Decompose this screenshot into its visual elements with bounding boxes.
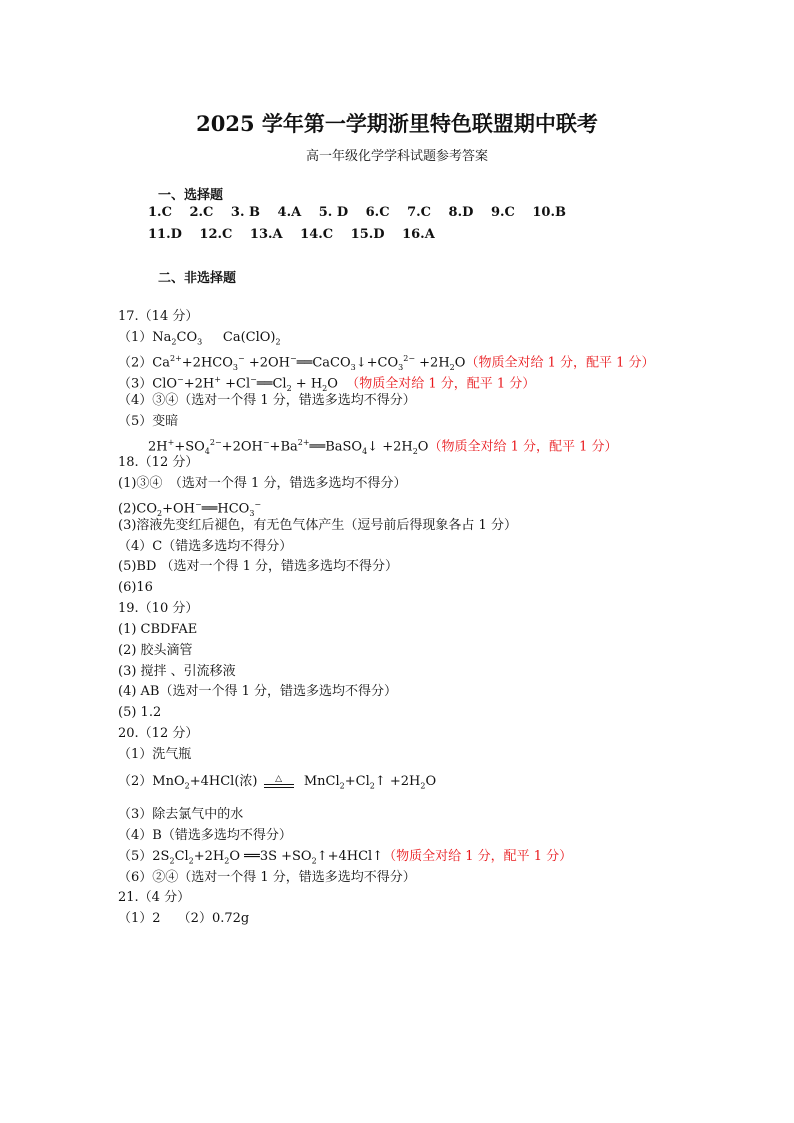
q17-answer-3: $(3)ClO^-+2H^+ +Cl^-══Cl_2 + H_2O$ （物质全对给 1 分，配平 1 分） [118, 375, 536, 393]
scoring-note: （物质全对给 1 分，配平 1 分） [428, 439, 618, 455]
q18-answer-2: $(2)CO_2+OH^-══HCO_3^-$ [118, 500, 262, 518]
q19-answer-2: (2) 胶头滴管 [118, 643, 193, 658]
mc-answer: 4.A [277, 205, 302, 220]
mc-answer: 1.C [148, 205, 172, 220]
q18-heading: 18.（12 分） [118, 455, 199, 470]
mc-answer: 7.C [407, 205, 432, 220]
mc-answer: 10.B [532, 205, 566, 220]
q17-heading: 17.（14 分） [118, 309, 199, 324]
q20-answer-6: （6）②④（选对一个得 1 分，错选多选均不得分） [118, 870, 416, 885]
q19-answer-5: (5) 1.2 [118, 705, 162, 720]
mc-answers-row-1 [148, 205, 579, 220]
q18-answer-5: (5)BD （选对一个得 1 分，错选多选均不得分） [118, 559, 399, 574]
mc-answer: 14.C [300, 227, 334, 242]
mc-answer: 9.C [490, 205, 515, 220]
page-subtitle: 高一年级化学学科试题参考答案 [305, 149, 488, 164]
q17-answer-2: $(2)Ca^{2+}+2HCO_3^-$ $+2OH^-══CaCO_3↓+CO_3^{2-} +2H_2O$（物质全对给 1 分，配平 1 分） [118, 354, 655, 372]
scoring-note: （物质全对给 1 分，配平 1 分） [383, 849, 573, 864]
mc-answer: 12.C [199, 227, 233, 242]
q20-answer-3: （3）除去氯气中的水 [118, 807, 244, 822]
q21-heading: 21.（4 分） [118, 890, 191, 905]
q17-answer-5-equation: $2H^++SO_4^{2-}+2OH^-+Ba^{2+}══BaSO_4↓ +2H_2O$（物质全对给 1 分，配平 1 分） [148, 438, 618, 456]
q17-answer-5: （5）变暗 [118, 414, 179, 429]
q20-answer-4: （4）B（错选多选均不得分） [118, 828, 292, 843]
q18-answer-4: （4）C（错选多选均不得分） [118, 539, 293, 554]
q17-answer-1: $(1)Na_2CO_3$ $Ca(ClO)_2$ [118, 330, 281, 347]
mc-answer: 13.A [249, 227, 283, 242]
q18-answer-6: (6)16 [118, 580, 153, 595]
mc-answer: 16.A [402, 227, 435, 242]
page-title: 2025 学年第一学期浙里特色联盟期中联考 [196, 111, 598, 136]
mc-answer: 3. B [230, 205, 260, 220]
q18-answer-1: (1)③④ （选对一个得 1 分，错选多选均不得分） [118, 476, 407, 491]
q19-heading: 19.（10 分） [118, 601, 199, 616]
q20-answer-5: $(5)2S_2Cl_2+2H_2O$ ══3S $+SO_2↑+4HCl↑$（物质全对给 1 分，配平 1 分） [118, 849, 573, 866]
mc-answer: 6.C [365, 205, 390, 220]
scoring-note: （物质全对给 1 分，配平 1 分） [465, 355, 655, 371]
q20-answer-1: （1）洗气瓶 [118, 747, 192, 762]
mc-answer: 15.D [350, 227, 385, 242]
section-choice-heading: 一、选择题 [158, 188, 224, 203]
q18-answer-3: (3)溶液先变红后褪色，有无色气体产生（逗号前后得现象各占 1 分） [118, 518, 517, 533]
heat-condition-sign: △ [262, 775, 296, 788]
q17-answer-4: （4）③④（选对一个得 1 分，错选多选均不得分） [118, 393, 416, 408]
q19-answer-4: (4) AB（选对一个得 1 分，错选多选均不得分） [118, 684, 398, 699]
mc-answer: 2.C [189, 205, 214, 220]
q19-answer-3: (3) 搅拌 、引流移液 [118, 664, 236, 679]
q20-answer-2: （2）MnO$_2$+4HCl(浓) △ $MnCl_2+Cl_2↑ +2H_2O$ [118, 774, 437, 791]
section-nonchoice-heading: 二、非选择题 [158, 271, 237, 286]
mc-answer: 11.D [148, 227, 182, 242]
q20-heading: 20.（12 分） [118, 726, 199, 741]
mc-answer: 8.D [448, 205, 474, 220]
scoring-note: （物质全对给 1 分，配平 1 分） [346, 376, 536, 392]
mc-answer: 5. D [318, 205, 349, 220]
q19-answer-1: (1) CBDFAE [118, 622, 198, 637]
q21-answer: （1）2 （2）0.72g [118, 911, 250, 926]
mc-answers-row-2 [148, 227, 448, 242]
